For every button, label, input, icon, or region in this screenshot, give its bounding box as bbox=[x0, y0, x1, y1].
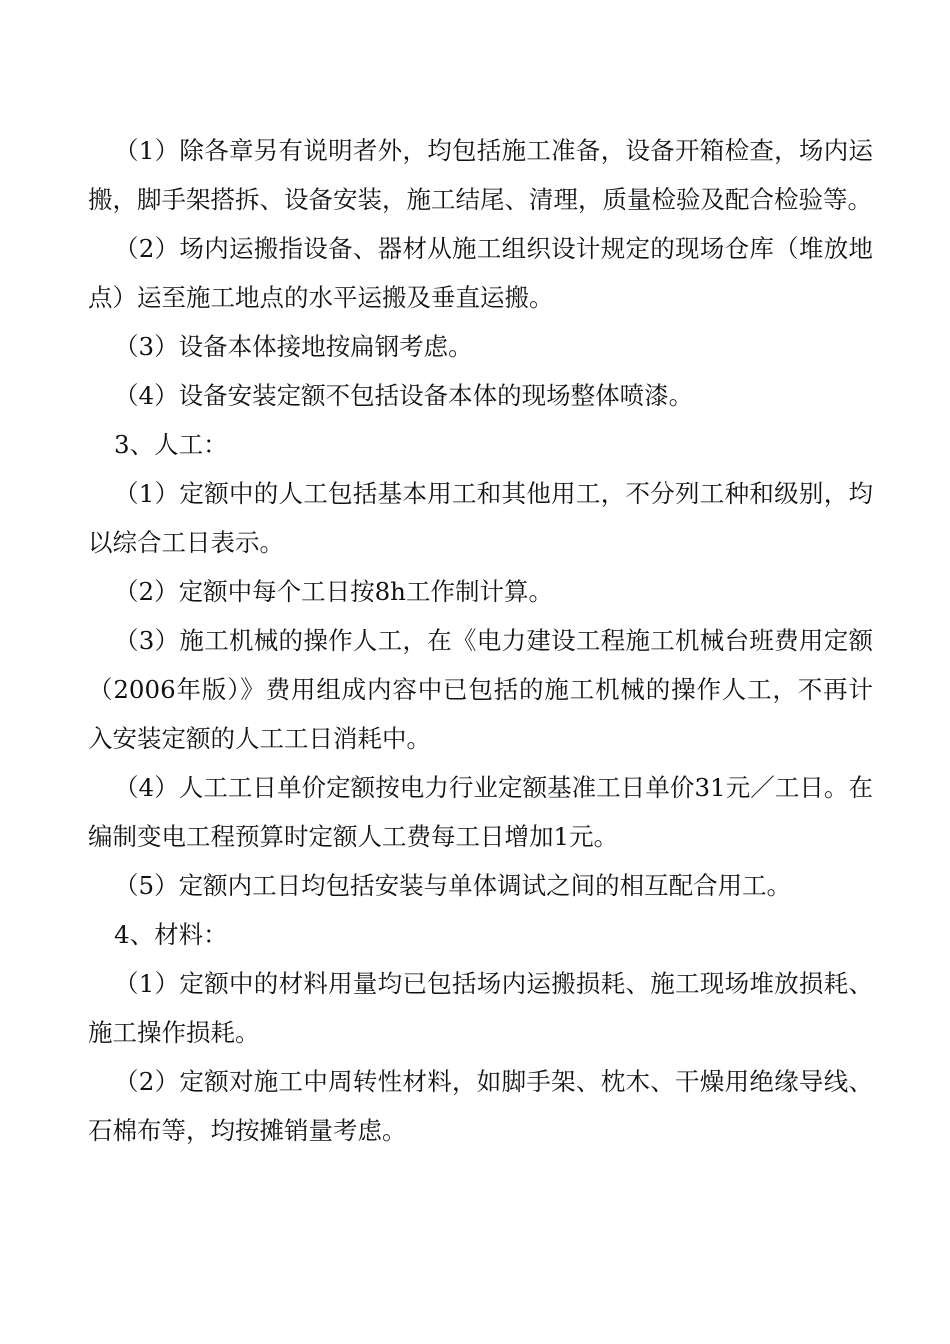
document-body bbox=[88, 126, 873, 1155]
section-heading-labor: 3、人工： bbox=[114, 430, 228, 459]
paragraph-coordination-labor: （5）定额内工日均包括安装与单体调试之间的相互配合用工。 bbox=[114, 871, 792, 900]
paragraph-painting: （4）设备安装定额不包括设备本体的现场整体喷漆。 bbox=[114, 381, 694, 410]
paragraph-site-transport: （2）场内运搬指设备、器材从施工组织设计规定的现场仓库（堆放地点）运至施工地点的水平运搬及垂直运搬。 bbox=[88, 234, 873, 312]
paragraph-turnover-materials: （2）定额对施工中周转性材料，如脚手架、枕木、干燥用绝缘导线、石棉布等，均按摊销量考虑。 bbox=[88, 1067, 873, 1145]
paragraph-material-losses: （1）定额中的材料用量均已包括场内运搬损耗、施工现场堆放损耗、施工操作损耗。 bbox=[88, 969, 873, 1047]
section-heading-materials: 4、材料： bbox=[114, 920, 228, 949]
paragraph-labor-composition: （1）定额中的人工包括基本用工和其他用工，不分列工种和级别，均以综合工日表示。 bbox=[88, 479, 873, 557]
paragraph-labor-price: （4）人工工日单价定额按电力行业定额基准工日单价31元／工日。在编制变电工程预算时定额人工费每工日增加1元。 bbox=[88, 773, 873, 851]
paragraph-work-scope: （1）除各章另有说明者外，均包括施工准备，设备开箱检查，场内运搬，脚手架搭拆、设备安装，施工结尾、清理，质量检验及配合检验等。 bbox=[88, 136, 873, 214]
paragraph-machinery-labor: （3）施工机械的操作人工，在《电力建设工程施工机械台班费用定额（2006年版）》费用组成内容中已包括的施工机械的操作人工，不再计入安装定额的人工工日消耗中。 bbox=[88, 626, 873, 753]
paragraph-grounding: （3）设备本体接地按扁钢考虑。 bbox=[114, 332, 473, 361]
paragraph-workday-hours: （2）定额中每个工日按8h工作制计算。 bbox=[114, 577, 553, 606]
